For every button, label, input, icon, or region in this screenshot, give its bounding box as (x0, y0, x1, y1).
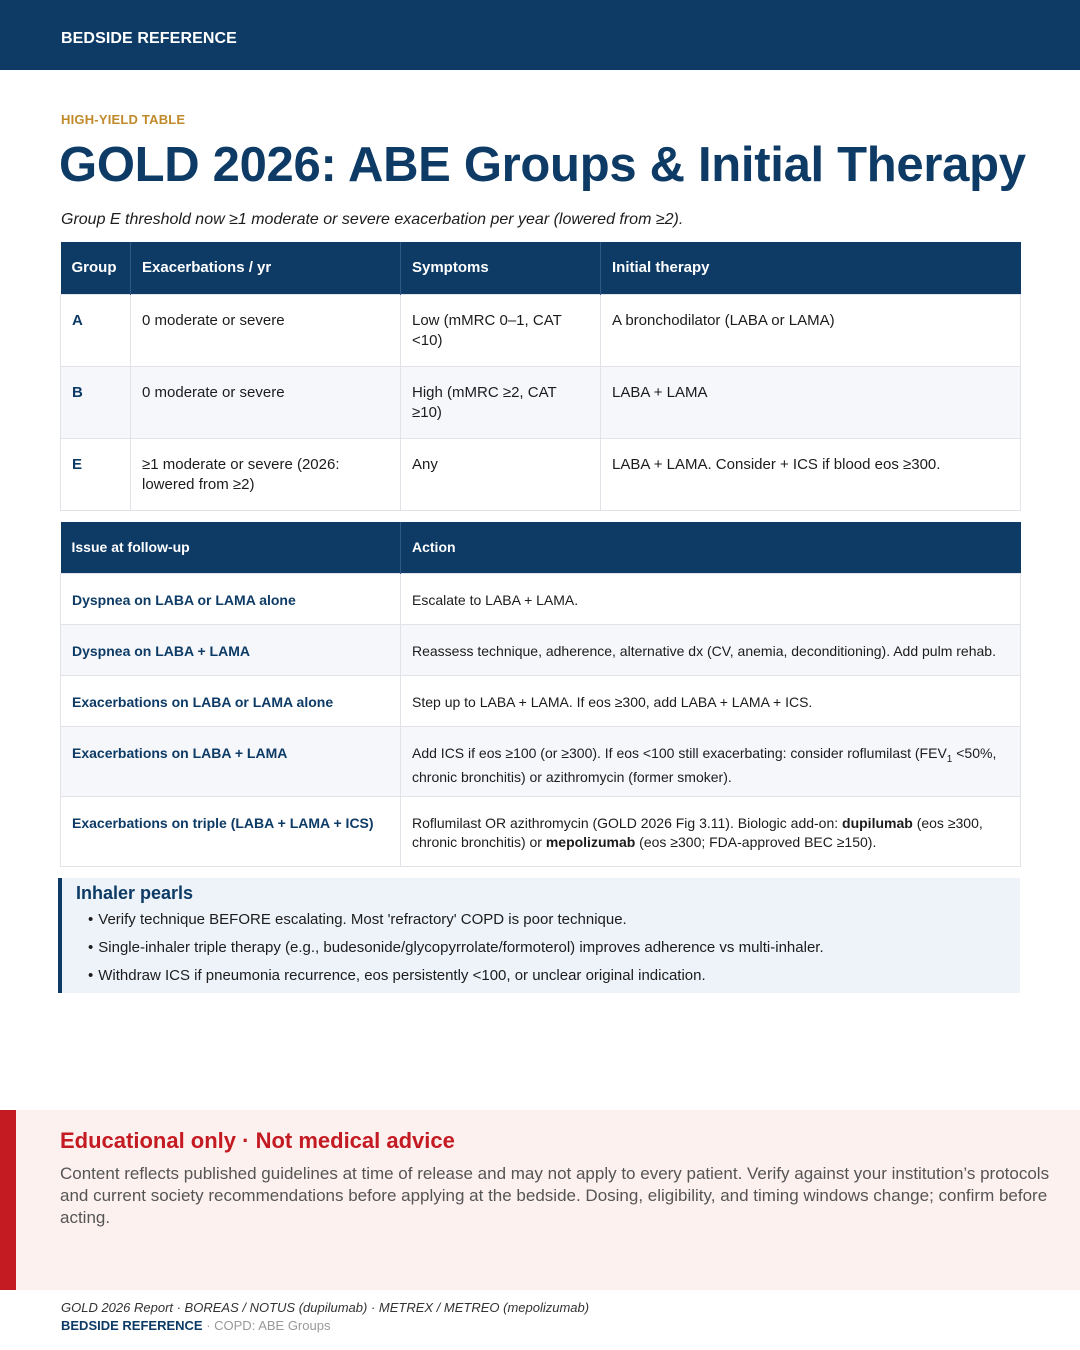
symptoms-cell: Any (401, 438, 601, 510)
table-row (61, 294, 1021, 366)
table-row (61, 438, 1021, 510)
action-text: <50%, chronic bronchitis) or azithromycin (former smoker). (412, 744, 997, 786)
symptoms-cell: Low (mMRC 0–1, CAT <10) (401, 294, 601, 366)
pearl-text: Single-inhaler triple therapy (e.g., budesonide/glycopyrrolate/formoterol) improves adherence vs multi-inhaler. (98, 939, 824, 956)
bullet-icon: • (88, 967, 94, 984)
issue-cell: Dyspnea on LABA or LAMA alone (61, 573, 401, 624)
table-row (61, 675, 1021, 726)
col-header-initial-therapy: Initial therapy (601, 242, 1021, 294)
group-cell: B (61, 366, 131, 438)
table-header-row (61, 242, 1021, 294)
page-title: GOLD 2026: ABE Groups & Initial Therapy (59, 138, 1026, 192)
list-item (88, 966, 1020, 986)
footer-sources: GOLD 2026 Report · BOREAS / NOTUS (dupilumab) · METREX / METREO (mepolizumab) (61, 1300, 590, 1315)
bullet-icon: • (88, 911, 94, 928)
bullet-icon: • (88, 939, 94, 956)
follow-up-table (60, 522, 1021, 867)
col-header-symptoms: Symptoms (401, 242, 601, 294)
action-cell: Step up to LABA + LAMA. If eos ≥300, add LABA + LAMA + ICS. (401, 675, 1021, 726)
col-header-issue: Issue at follow-up (61, 522, 401, 573)
pearl-text: Withdraw ICS if pneumonia recurrence, eos persistently <100, or unclear original indication. (98, 967, 706, 984)
disclaimer-title: Educational only · Not medical advice (60, 1128, 455, 1153)
issue-cell: Exacerbations on LABA + LAMA (61, 726, 401, 796)
group-cell: A (61, 294, 131, 366)
drug-name-mepolizumab: mepolizumab (545, 833, 636, 850)
top-banner (0, 0, 1080, 70)
therapy-cell: LABA + LAMA (601, 366, 1021, 438)
exacerbations-cell: ≥1 moderate or severe (2026: lowered from ≥2) (131, 438, 401, 510)
action-text: Roflumilast OR azithromycin (GOLD 2026 Fig 3.11). Biologic add-on: (412, 814, 843, 831)
footer-brand: BEDSIDE REFERENCE (61, 1318, 203, 1333)
disclaimer-box (0, 1110, 1080, 1290)
action-cell: Reassess technique, adherence, alternative dx (CV, anemia, deconditioning). Add pulm rehab. (401, 624, 1021, 675)
table-row (61, 796, 1021, 866)
list-item (88, 910, 1020, 930)
col-header-exacerbations: Exacerbations / yr (131, 242, 401, 294)
col-header-action: Action (401, 522, 1021, 573)
callout-title: Inhaler pearls (76, 883, 194, 903)
table-row (61, 366, 1021, 438)
footer-breadcrumb (61, 1318, 330, 1333)
table-header-row (61, 522, 1021, 573)
group-cell: E (61, 438, 131, 510)
page-subtitle: Group E threshold now ≥1 moderate or severe exacerbation per year (lowered from ≥2). (61, 211, 684, 228)
col-header-group: Group (61, 242, 131, 294)
pearl-text: Verify technique BEFORE escalating. Most 'refractory' COPD is poor technique. (98, 911, 627, 928)
fev-subscript: 1 (946, 753, 953, 765)
issue-cell: Exacerbations on triple (LABA + LAMA + ICS) (61, 796, 401, 866)
exacerbations-cell: 0 moderate or severe (131, 294, 401, 366)
disclaimer-accent-bar (0, 1110, 16, 1290)
disclaimer-body: Content reflects published guidelines at time of release and may not apply to every patient. Verify against your institution’s protocols and current society recommendations before applying at the bedside. Dosing, eligibility, and timing windows change; confirm before acting. (60, 1164, 1050, 1227)
banner-label: BEDSIDE REFERENCE (61, 30, 237, 47)
table-row (61, 624, 1021, 675)
inhaler-pearls-callout (58, 878, 1020, 993)
action-text: (eos ≥300, chronic bronchitis) or (412, 814, 983, 850)
therapy-cell: A bronchodilator (LABA or LAMA) (601, 294, 1021, 366)
table-row (61, 726, 1021, 796)
table-row (61, 573, 1021, 624)
section-kicker: HIGH-YIELD TABLE (61, 112, 186, 127)
action-text: (eos ≥300; FDA-approved BEC ≥150). (635, 833, 877, 850)
therapy-cell: LABA + LAMA. Consider + ICS if blood eos ≥300. (601, 438, 1021, 510)
drug-name-dupilumab: dupilumab (842, 814, 913, 831)
symptoms-cell: High (mMRC ≥2, CAT ≥10) (401, 366, 601, 438)
abe-groups-table (60, 242, 1021, 511)
pearls-list (76, 910, 1020, 986)
footer-crumb: · COPD: ABE Groups (202, 1318, 331, 1333)
exacerbations-cell: 0 moderate or severe (131, 366, 401, 438)
action-text: Add ICS if eos ≥100 (or ≥300). If eos <100 still exacerbating: consider roflumilast (FEV (412, 744, 947, 761)
action-cell: Escalate to LABA + LAMA. (401, 573, 1021, 624)
action-cell (401, 796, 1021, 866)
action-cell (401, 726, 1021, 796)
issue-cell: Exacerbations on LABA or LAMA alone (61, 675, 401, 726)
issue-cell: Dyspnea on LABA + LAMA (61, 624, 401, 675)
list-item (88, 938, 1020, 958)
